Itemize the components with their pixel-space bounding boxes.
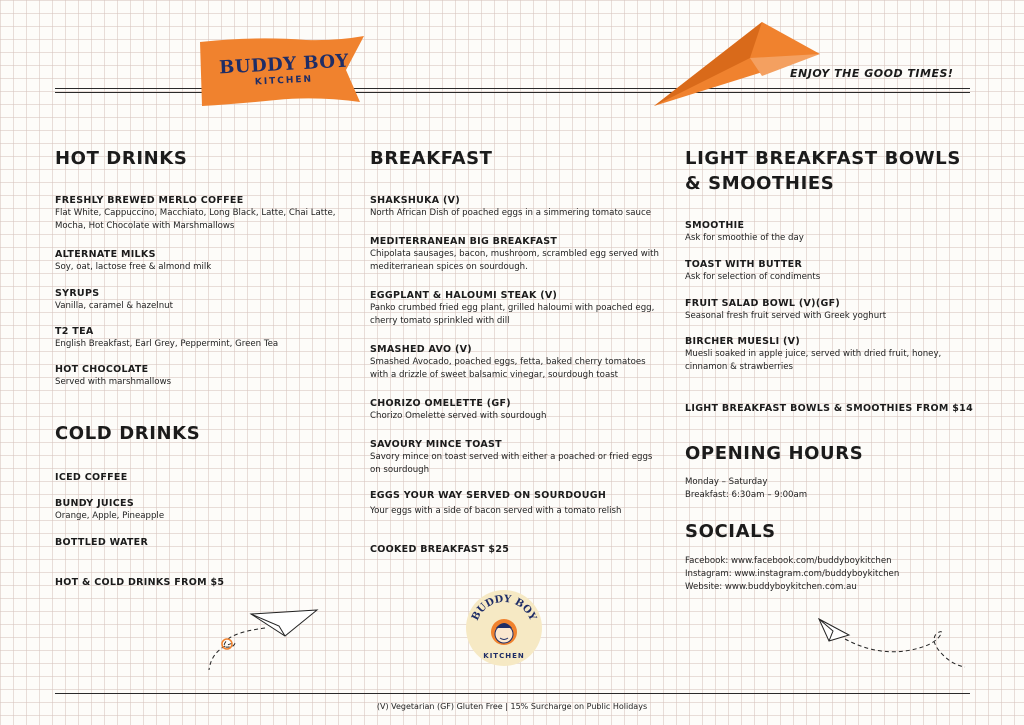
opening-hours-heading: OPENING HOURS: [685, 443, 864, 464]
light-heading-line1: LIGHT BREAKFAST BOWLS: [685, 148, 961, 169]
menu-item: [685, 297, 886, 323]
brand-name: BUDDY BOY: [218, 50, 350, 79]
light-price-note: LIGHT BREAKFAST BOWLS & SMOOTHIES FROM $14: [685, 403, 973, 414]
item-title: ALTERNATE MILKS: [55, 249, 156, 260]
breakfast-price-note: COOKED BREAKFAST $25: [370, 544, 510, 555]
tagline: ENJOY THE GOOD TIMES!: [790, 67, 954, 80]
socials-heading: SOCIALS: [685, 521, 776, 542]
logo-subtext: KITCHEN: [483, 652, 525, 660]
item-desc: Your eggs with a side of bacon served with a tomato relish: [370, 506, 622, 516]
instagram-link[interactable]: Instagram: www.instagram.com/buddyboykitchen: [685, 569, 900, 579]
facebook-link[interactable]: Facebook: www.facebook.com/buddyboykitchen: [685, 556, 892, 566]
item-title: HOT CHOCOLATE: [55, 364, 149, 375]
item-title: ICED COFFEE: [55, 472, 128, 483]
item-desc: Muesli soaked in apple juice, served with dried fruit, honey, cinnamon & strawberries: [685, 349, 942, 372]
menu-item: [370, 194, 651, 220]
item-title: FRESHLY BREWED MERLO COFFEE: [55, 195, 244, 206]
item-title: TOAST WITH BUTTER: [685, 259, 803, 270]
brand-subname: KITCHEN: [254, 74, 314, 88]
orange-paper-plane-icon: [650, 18, 825, 110]
menu-item: [55, 363, 171, 389]
item-desc: Savory mince on toast served with either a poached or fried eggs on sourdough: [370, 452, 653, 475]
item-desc: English Breakfast, Earl Grey, Peppermint, Green Tea: [55, 339, 279, 349]
menu-item: [685, 258, 820, 284]
item-desc: Seasonal fresh fruit served with Greek yoghurt: [685, 311, 887, 321]
breakfast-heading: BREAKFAST: [370, 148, 493, 169]
opening-times: Breakfast: 6:30am – 9:00am: [685, 490, 808, 500]
item-desc: Vanilla, caramel & hazelnut: [55, 301, 173, 311]
item-title: BOTTLED WATER: [55, 537, 149, 548]
menu-item: [370, 235, 659, 274]
paper-plane-sketch-icon: [205, 606, 325, 676]
item-desc: Served with marshmallows: [55, 377, 172, 387]
menu-item: [55, 325, 278, 351]
item-title: SMASHED AVO (V): [370, 344, 472, 355]
item-desc: Flat White, Cappuccino, Macchiato, Long Black, Latte, Chai Latte, Mocha, Hot Chocolate with Marshmallows: [55, 208, 336, 231]
item-title: SYRUPS: [55, 288, 100, 299]
menu-item: [55, 536, 148, 549]
cold-drinks-heading: COLD DRINKS: [55, 423, 201, 444]
item-desc: Chipolata sausages, bacon, mushroom, scrambled egg served with mediterranean spices on sourdough.: [370, 249, 659, 272]
logo-text: BUDDY BOY: [470, 593, 538, 623]
item-title: BUNDY JUICES: [55, 498, 134, 509]
menu-item: [55, 287, 173, 313]
menu-item: [370, 489, 621, 518]
svg-text:BUDDY BOY: [470, 594, 538, 623]
menu-item: [370, 343, 646, 382]
menu-item: [370, 397, 546, 423]
item-desc: Soy, oat, lactose free & almond milk: [55, 262, 212, 272]
item-desc: Chorizo Omelette served with sourdough: [370, 411, 547, 421]
item-desc: Panko crumbed fried egg plant, grilled haloumi with poached egg, cherry tomato sprinkled with dill: [370, 303, 655, 326]
item-title: SHAKSHUKA (V): [370, 195, 460, 206]
item-desc: Ask for smoothie of the day: [685, 233, 804, 243]
item-title: BIRCHER MUESLI (V): [685, 336, 800, 347]
website-link[interactable]: Website: www.buddyboykitchen.com.au: [685, 582, 857, 592]
brand-banner: [196, 32, 366, 108]
buddy-boy-mascot-logo: [466, 590, 542, 666]
hot-drinks-heading: HOT DRINKS: [55, 148, 188, 169]
item-title: SAVOURY MINCE TOAST: [370, 439, 502, 450]
paper-plane-sketch-icon: [815, 615, 975, 675]
menu-item: [55, 248, 211, 274]
item-title: CHORIZO OMELETTE (GF): [370, 398, 511, 409]
menu-item: [55, 497, 164, 523]
item-title: MEDITERRANEAN BIG BREAKFAST: [370, 236, 558, 247]
menu-item: [685, 219, 804, 245]
menu-item: [55, 194, 336, 233]
item-desc: North African Dish of poached eggs in a simmering tomato sauce: [370, 208, 652, 218]
hot-drinks-section: [55, 146, 355, 171]
item-desc: Ask for selection of condiments: [685, 272, 821, 282]
item-desc: Orange, Apple, Pineapple: [55, 511, 165, 521]
footer-note: (V) Vegetarian (GF) Gluten Free | 15% Surcharge on Public Holidays: [376, 702, 648, 711]
drinks-price-note: HOT & COLD DRINKS FROM $5: [55, 577, 225, 588]
menu-item: [685, 335, 941, 374]
item-title: FRUIT SALAD BOWL (V)(GF): [685, 298, 840, 309]
light-heading-line2: & SMOOTHIES: [685, 173, 835, 194]
menu-item: [55, 471, 128, 484]
item-title: SMOOTHIE: [685, 220, 745, 231]
item-title: EGGPLANT & HALOUMI STEAK (V): [370, 290, 558, 301]
item-desc: Smashed Avocado, poached eggs, fetta, baked cherry tomatoes with a drizzle of sweet balsamic vinegar, sourdough toast: [370, 357, 646, 380]
menu-item: [370, 289, 654, 328]
menu-item: [370, 438, 652, 477]
opening-days: Monday – Saturday: [685, 477, 768, 487]
item-title: T2 TEA: [55, 326, 94, 337]
item-title: EGGS YOUR WAY SERVED ON SOURDOUGH: [370, 490, 607, 501]
